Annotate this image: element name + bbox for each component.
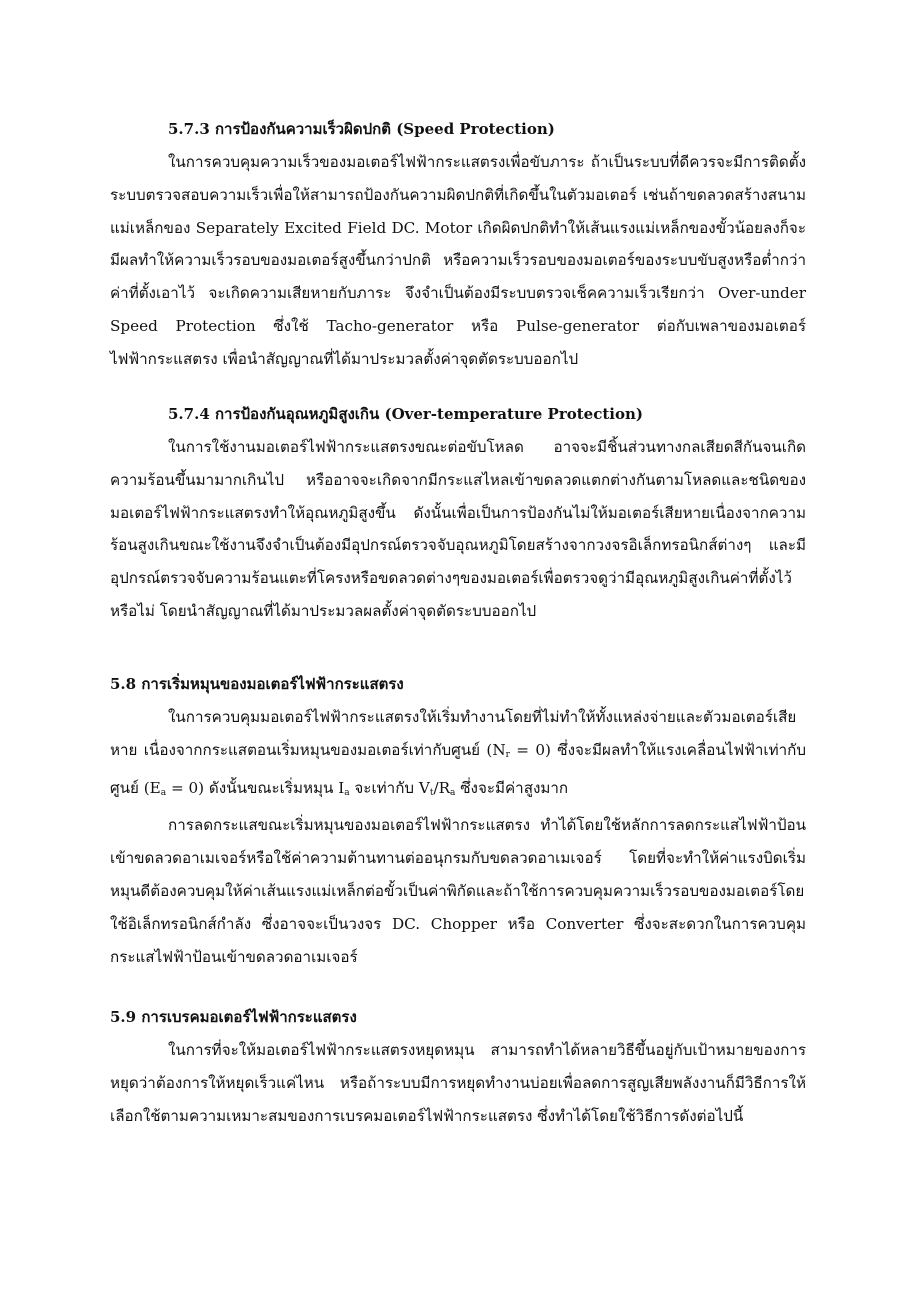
section-5-9 — [110, 1006, 806, 1132]
text-run: ซึ่งจะมีค่าสูงมาก — [455, 778, 569, 797]
section-heading-5-8: 5.8 การเริ่มหมุนของมอเตอร์ไฟฟ้ากระแสตรง — [110, 675, 404, 693]
paragraph-over-temperature: ในการใช้งานมอเตอร์ไฟฟ้ากระแสตรงขณะต่อขับโหลด อาจจะมีชิ้นส่วนทางกลเสียดสีกันจนเกิดความร้อนขึ้นมามากเกินไป หรืออาจจะเกิดจากมีกระแสไหลเข้าขดลวดแตกต่างกันตามโหลดและชนิดของมอเตอร์ไฟฟ้ากระแสตรงทำให้อุณหภูมิสูงขึ้น ดังนั้นเพื่อเป็นการป้องกันไม่ให้มอเตอร์เสียหายเนื่องจากความร้อนสูงเกินขณะใช้งานจึงจำเป็นต้องมีอุปกรณ์ตรวจจับอุณหภูมิโดยสร้างจากวงจรอิเล็กทรอนิกส์ต่างๆ และมีอุปกรณ์ตรวจจับความร้อนแตะที่โครงหรือขดลวดต่างๆของมอเตอร์เพื่อตรวจดูว่ามีอุณหภูมิสูงเกินค่าที่ตั้งไว้หรือไม่ โดยนำสัญญาณที่ได้มาประมวลผลตั้งค่าจุดตัดระบบออกไป — [110, 438, 806, 620]
subscript-r: r — [505, 749, 510, 760]
paragraph-current-reduction: การลดกระแสขณะเริ่มหมุนของมอเตอร์ไฟฟ้ากระแสตรง ทำได้โดยใช้หลักการลดกระแสไฟฟ้าป้อนเข้าขดลวดอาเมเจอร์หรือใช้ค่าความต้านทานต่ออนุกรมกับขดลวดอาเมเจอร์ โดยที่จะทำให้ค่าแรงบิดเริ่มหมุนดีต้องควบคุมให้ค่าเส้นแรงแม่เหล็กต่อขั้วเป็นค่าพิกัดและถ้าใช้การควบคุมความเร็วรอบของมอเตอร์โดยใช้อิเล็กทรอนิกส์กำลัง ซึ่งอาจจะเป็นวงจร DC. Chopper หรือ Converter ซึ่งจะสะดวกในการควบคุมกระแสไฟฟ้าป้อนเข้าขดลวดอาเมเจอร์ — [110, 816, 806, 966]
text-run: /R — [433, 778, 451, 797]
subscript-a: a — [450, 787, 456, 798]
section-heading-5-7-4: 5.7.4 การป้องกันอุณหภูมิสูงเกิน (Over-temperature Protection) — [168, 405, 643, 423]
text-run: ในการควบคุมมอเตอร์ไฟฟ้ากระแสตรงให้เริ่มทำงานโดยที่ไม่ทำให้ทั้งแหล่งจ่ายและตัวมอเตอร์เสียหาย เนื่องจากกระแสตอนเริ่มหมุนของมอเตอร์เท่ากับศูนย์ (N — [110, 708, 797, 759]
section-heading-5-7-3: 5.7.3 การป้องกันความเร็วผิดปกติ (Speed Protection) — [168, 120, 555, 138]
subscript-a: a — [160, 787, 167, 798]
text-run: = 0) ซึ่งจะมีผลทำให้แรงเคลื่อนไฟฟ้าเท่ากับศูนย์ (E — [110, 740, 806, 797]
text-run: จะเท่ากับ V — [349, 778, 430, 797]
section-5-8 — [110, 673, 806, 973]
paragraph-starting-current — [110, 701, 806, 809]
section-heading-5-9: 5.9 การเบรคมอเตอร์ไฟฟ้ากระแสตรง — [110, 1008, 357, 1026]
paragraph-speed-protection: ในการควบคุมความเร็วของมอเตอร์ไฟฟ้ากระแสตรงเพื่อขับภาระ ถ้าเป็นระบบที่ดีควรจะมีการติดตั้งระบบตรวจสอบความเร็วเพื่อให้สามารถป้องกันความผิดปกติที่เกิดขึ้นในตัวมอเตอร์ เช่นถ้าขดลวดสร้างสนามแม่เหล็กของ Separately Excited Field DC. Motor เกิดผิดปกติทำให้เส้นแรงแม่เหล็กของขั้วน้อยลงก็จะมีผลทำให้ความเร็วรอบของมอเตอร์สูงขึ้นกว่าปกติ หรือความเร็วรอบของมอเตอร์ของระบบขับสูงหรือต่ำกว่าค่าที่ตั้งเอาไว้ จะเกิดความเสียหายกับภาระ จึงจำเป็นต้องมีระบบตรวจเช็คความเร็วเรียกว่า Over-under Speed Protection ซึ่งใช้ Tacho-generator หรือ Pulse-generator ต่อกับเพลาของมอเตอร์ไฟฟ้ากระแสตรง เพื่อนำสัญญาณที่ได้มาประมวลตั้งค่าจุดตัดระบบออกไป — [110, 153, 806, 368]
section-5-7-3 — [110, 118, 806, 376]
subscript-t: t — [429, 787, 434, 798]
paragraph-braking: ในการที่จะให้มอเตอร์ไฟฟ้ากระแสตรงหยุดหมุน สามารถทำได้หลายวิธีขึ้นอยู่กับเป้าหมายของการหยุดว่าต้องการให้หยุดเร็วแค่ไหน หรือถ้าระบบมีการหยุดทำงานบ่อยเพื่อลดการสูญเสียพลังงานก็มีวิธีการให้เลือกใช้ตามความเหมาะสมของการเบรคมอเตอร์ไฟฟ้ากระแสตรง ซึ่งทำได้โดยใช้วิธีการดังต่อไปนี้ — [110, 1041, 806, 1125]
text-run: = 0) ดังนั้นขณะเริ่มหมุน I — [166, 778, 345, 797]
subscript-a: a — [344, 787, 350, 798]
section-5-7-4 — [110, 403, 806, 628]
